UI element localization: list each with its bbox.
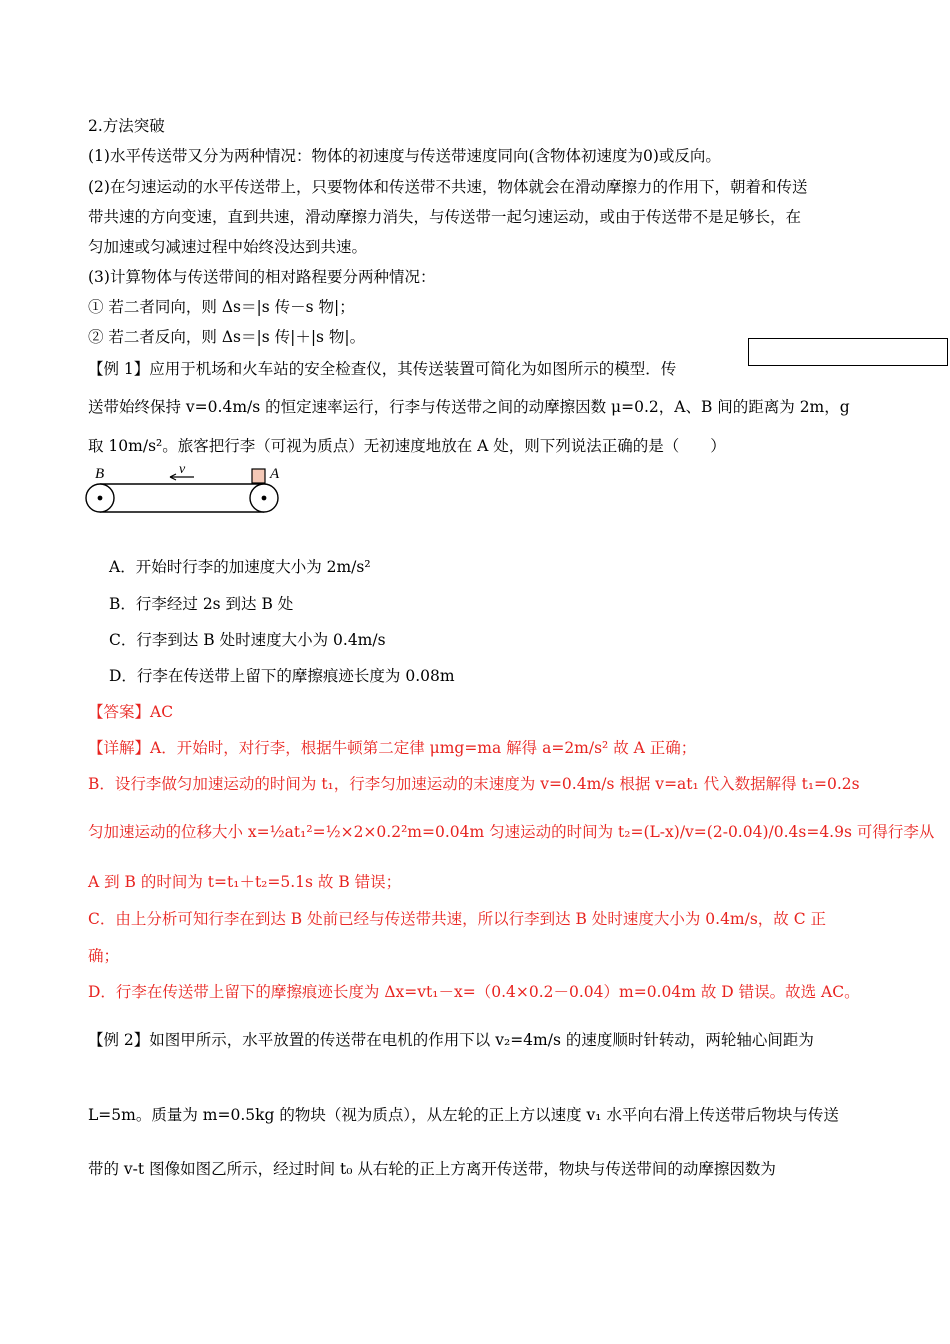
empty-box	[748, 338, 948, 366]
explanation-c-line-1: C．由上分析可知行李在到达 B 处前已经与传送带共速，所以行李到达 B 处时速度大小为 0.4m/s，故 C 正	[88, 910, 827, 928]
example-2-line-1: 【例 2】如图甲所示，水平放置的传送带在电机的作用下以 v₂=4m/s 的速度顺时针转动，两轮轴心间距为	[88, 1031, 814, 1049]
paragraph-2-line-1: (2)在匀速运动的水平传送带上，只要物体和传送带不共速，物体就会在滑动摩擦力的作用下，朝着和传送	[88, 178, 808, 196]
explanation-d: D．行李在传送带上留下的摩擦痕迹长度为 Δx=vt₁－x=（0.4×0.2－0.04）m=0.04m 故 D 错误。故选 AC。	[88, 983, 860, 1001]
left-wheel-axle	[98, 496, 103, 501]
option-c: C．行李到达 B 处时速度大小为 0.4m/s	[109, 631, 386, 649]
label-b: B	[95, 466, 105, 482]
explanation-a: 【详解】A．开始时，对行李，根据牛顿第二定律 μmg=ma 解得 a=2m/s² 故 A 正确；	[88, 739, 697, 757]
option-a: A．开始时行李的加速度大小为 2m/s²	[109, 558, 371, 576]
explanation-b-line-3: A 到 B 的时间为 t=t₁＋t₂=5.1s 故 B 错误；	[88, 873, 402, 891]
option-b: B．行李经过 2s 到达 B 处	[109, 595, 294, 613]
right-wheel-axle	[262, 496, 267, 501]
paragraph-2-line-3: 匀加速或匀减速过程中始终没达到共速。	[88, 238, 368, 256]
answer: 【答案】AC	[88, 703, 174, 721]
paragraph-2-line-2: 带共速的方向变速，直到共速，滑动摩擦力消失，与传送带一起匀速运动，或由于传送带不是足够长，在	[88, 208, 802, 226]
explanation-b-line-2: 匀加速运动的位移大小 x=½at₁²=½×2×0.2²m=0.04m 匀速运动的时间为 t₂=(L-x)/v=(2-0.04)/0.4s=4.9s 可得行李从	[88, 823, 935, 841]
case-opposite-direction: ② 若二者反向，则 Δs＝|s 传|＋|s 物|。	[88, 328, 366, 346]
explanation-c-line-2: 确；	[88, 947, 120, 965]
example-1-line-2: 送带始终保持 v=0.4m/s 的恒定速率运行，行李与传送带之间的动摩擦因数 μ=0.2，A、B 间的距离为 2m，g	[88, 398, 850, 416]
example-2-line-2: L=5m。质量为 m=0.5kg 的物块（视为质点），从左轮的正上方以速度 v₁ 水平向右滑上传送带后物块与传送	[88, 1106, 839, 1124]
explanation-b-line-1: B．设行李做匀加速运动的时间为 t₁，行李匀加速运动的末速度为 v=0.4m/s 根据 v=at₁ 代入数据解得 t₁=0.2s	[88, 775, 860, 793]
conveyor-belt-diagram	[84, 462, 284, 518]
luggage-box	[252, 469, 265, 483]
example-1-line-1: 【例 1】应用于机场和火车站的安全检查仪，其传送装置可简化为如图所示的模型．传	[88, 360, 677, 378]
paragraph-1: (1)水平传送带又分为两种情况：物体的初速度与传送带速度同向(含物体初速度为0)或反向。	[88, 147, 721, 165]
example-1-line-3: 取 10m/s²。旅客把行李（可视为质点）无初速度地放在 A 处，则下列说法正确的是（ ）	[88, 437, 726, 455]
label-a: A	[270, 466, 280, 482]
paragraph-3: (3)计算物体与传送带间的相对路程要分两种情况：	[88, 268, 436, 286]
section-title: 2.方法突破	[88, 117, 165, 135]
option-d: D．行李在传送带上留下的摩擦痕迹长度为 0.08m	[109, 667, 455, 685]
example-2-line-3: 带的 v-t 图像如图乙所示，经过时间 t₀ 从右轮的正上方离开传送带，物块与传送带间的动摩擦因数为	[88, 1160, 776, 1178]
case-same-direction: ① 若二者同向，则 Δs＝|s 传－s 物|；	[88, 298, 355, 316]
label-v: v	[179, 462, 186, 477]
